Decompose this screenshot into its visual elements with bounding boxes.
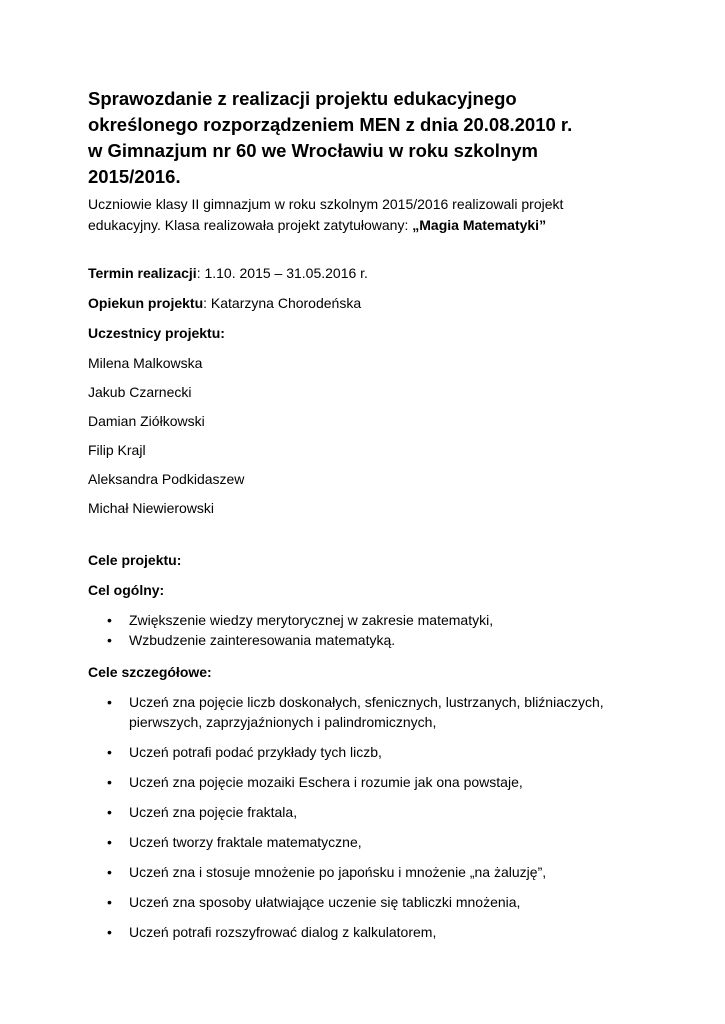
- list-item: • Wzbudzenie zainteresowania matematyką.: [88, 630, 648, 650]
- cel-ogolny-list: [88, 610, 648, 650]
- participants-list: [88, 353, 648, 518]
- intro-paragraph: [88, 194, 648, 236]
- opiekun-label: Opiekun projektu: [88, 295, 204, 311]
- cele-heading: Cele projektu:: [88, 552, 182, 568]
- document-page: [88, 86, 648, 942]
- title-line: Sprawozdanie z realizacji projektu edukacyjnego: [88, 88, 517, 109]
- termin-value: : 1.10. 2015 – 31.05.2016 r.: [196, 265, 368, 281]
- cel-ogolny-label: Cel ogólny:: [88, 582, 165, 598]
- participant-name: Jakub Czarnecki: [88, 384, 192, 400]
- participant-name: Michał Niewierowski: [88, 500, 215, 516]
- participant-name: Filip Krajl: [88, 442, 146, 458]
- list-item: • Uczeń zna i stosuje mnożenie po japońsku i mnożenie „na żaluzję”,: [88, 862, 648, 882]
- list-item: • Uczeń potrafi rozszyfrować dialog z kalkulatorem,: [88, 922, 648, 942]
- participant-name: Aleksandra Podkidaszew: [88, 471, 245, 487]
- list-item: • Zwiększenie wiedzy merytorycznej w zakresie matematyki,: [88, 610, 648, 630]
- uczestnicy-label: Uczestnicy projektu:: [88, 325, 225, 341]
- opiekun-projektu: [88, 293, 648, 313]
- title-line: określonego rozporządzeniem MEN z dnia 20.08.2010 r.: [88, 114, 573, 135]
- participant-name: Damian Ziółkowski: [88, 413, 205, 429]
- cele-szczegolowe-label: Cele szczegółowe:: [88, 664, 212, 680]
- intro-line-1: Uczniowie klasy II gimnazjum w roku szkolnym 2015/2016 realizowali projekt: [88, 196, 564, 212]
- project-title: „Magia Matematyki”: [412, 217, 547, 233]
- list-item: • Uczeń zna pojęcie fraktala,: [88, 802, 648, 822]
- intro-line-2: edukacyjny. Klasa realizowała projekt zatytułowany:: [88, 217, 413, 233]
- list-item: • Uczeń zna pojęcie liczb doskonałych, sfenicznych, lustrzanych, bliźniaczych, pierwszych, zaprzyjaźnionych i palindromicznych,: [88, 692, 648, 732]
- title-line: w Gimnazjum nr 60 we Wrocławiu w roku szkolnym: [88, 140, 538, 161]
- termin-realizacji: [88, 263, 648, 283]
- list-item: • Uczeń zna sposoby ułatwiające uczenie się tabliczki mnożenia,: [88, 892, 648, 912]
- document-title: [88, 86, 648, 190]
- title-line: 2015/2016.: [88, 166, 181, 187]
- list-item: • Uczeń tworzy fraktale matematyczne,: [88, 832, 648, 852]
- cele-szczegolowe-list: [88, 692, 648, 942]
- list-item: • Uczeń zna pojęcie mozaiki Eschera i rozumie jak ona powstaje,: [88, 772, 648, 792]
- termin-label: Termin realizacji: [88, 265, 197, 281]
- opiekun-value: : Katarzyna Chorodeńska: [203, 295, 362, 311]
- list-item: • Uczeń potrafi podać przykłady tych liczb,: [88, 742, 648, 762]
- participant-name: Milena Malkowska: [88, 355, 203, 371]
